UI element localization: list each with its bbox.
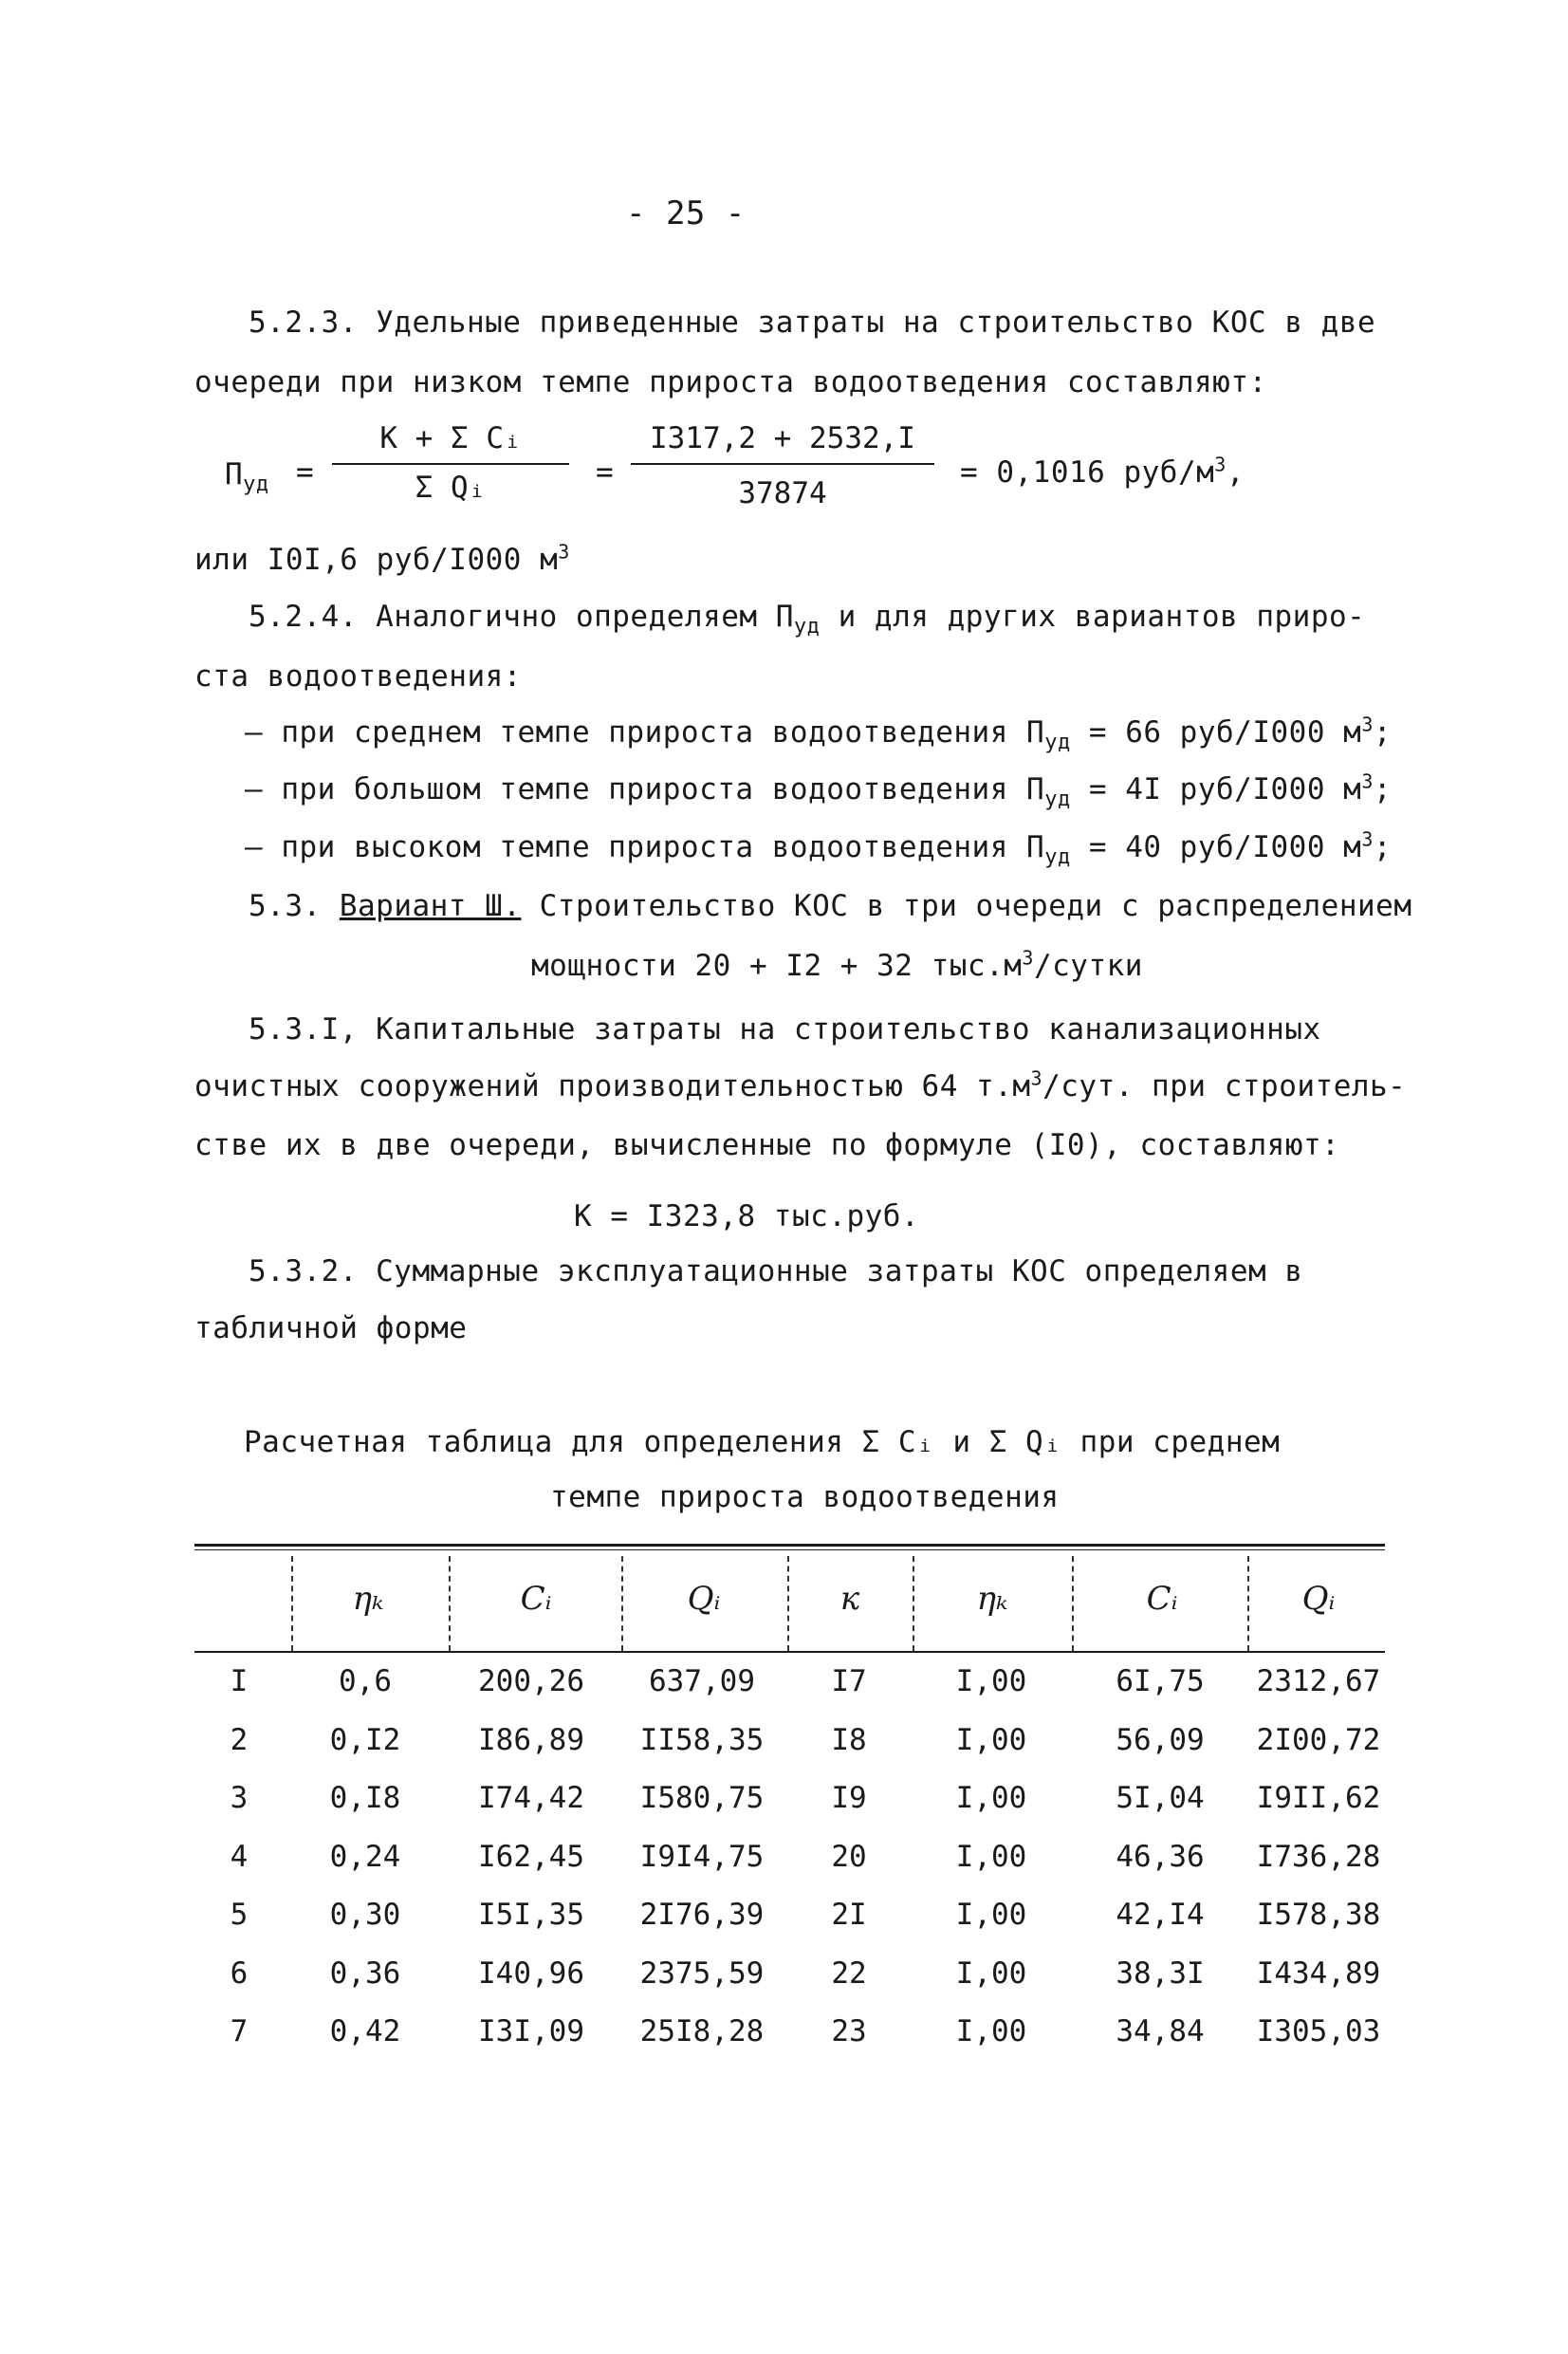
table-cell-value: 2375,59 [639, 1955, 765, 1991]
formula-result-end: , [1226, 455, 1245, 490]
section-5-3-line1 [249, 887, 1411, 925]
table-cell-value: 0,6 [339, 1664, 392, 1698]
bullet-superscript: 3 [1361, 769, 1374, 793]
table-cell-value: I86,89 [478, 1722, 584, 1757]
header-q-1: Qᵢ [687, 1580, 721, 1618]
formula-fraction-bar-2 [631, 463, 934, 465]
table-cell-value: 2I00,72 [1256, 1722, 1381, 1757]
bullet-large-rate [245, 769, 1393, 812]
section-5-3-line2-b: /сутки [1033, 949, 1143, 983]
table-top-rule [194, 1544, 1385, 1547]
table-cell-value: I578,38 [1256, 1898, 1381, 1932]
table-cell-value: I,00 [955, 1955, 1027, 1991]
header-q-2: Qᵢ [1301, 1580, 1336, 1618]
section-5-2-4-line2: ста водоотведения: [194, 659, 522, 694]
capital-cost-value: К = I323,8 тыс.руб. [574, 1199, 920, 1233]
section-5-2-4-line1-a: 5.2.4. Аналогично определяем П [249, 600, 794, 634]
table-cell-index: 3 [230, 1781, 249, 1815]
section-5-3-1-line1: 5.3.I, Капитальные затраты на строительство канализационных [249, 1012, 1321, 1047]
table-cell-index: 20 [831, 1839, 867, 1874]
table-cell-value: I9I4,75 [639, 1839, 765, 1874]
table-top-rule-thin [194, 1549, 1385, 1550]
table-cell-value: 2312,67 [1256, 1664, 1381, 1698]
table-cell-index: 4 [230, 1839, 249, 1874]
table-cell-value: 38,3I [1116, 1955, 1205, 1991]
table-cell-value: 0,I2 [329, 1722, 401, 1757]
page-number: - 25 - [626, 195, 746, 232]
table-cell-value: II58,35 [639, 1722, 765, 1757]
formula-denominator-1: Σ Qᵢ [415, 471, 487, 505]
table-caption-line2: темпе прироста водоотведения [550, 1480, 1060, 1514]
table-cell-value: I736,28 [1256, 1839, 1381, 1874]
section-5-2-4-line1 [249, 598, 1366, 639]
bullet-high-rate [245, 827, 1393, 870]
header-eta-1: ηₖ [352, 1580, 384, 1618]
table-cell-value: 0,I8 [329, 1781, 401, 1815]
table-cell-value: 200,26 [478, 1664, 584, 1698]
table-cell-index: 7 [230, 2014, 249, 2048]
table-cell-index: 6 [230, 1955, 249, 1991]
section-5-2-3-line1: 5.2.3. Удельные приведенные затраты на строительство КОС в две [249, 306, 1376, 340]
bullet-end: ; [1373, 715, 1393, 750]
formula-lhs-subscript: уд [243, 473, 269, 497]
table-cell-value: 0,30 [329, 1898, 401, 1932]
header-k: к [839, 1580, 860, 1618]
table-cell-value: 5I,04 [1116, 1781, 1205, 1815]
or-line [194, 541, 570, 579]
table-cell-value: I5I,35 [478, 1898, 584, 1932]
bullet-subscript: уд [1044, 845, 1071, 870]
section-5-3-1-line2-b: /сут. при строитель- [1042, 1069, 1407, 1103]
bullet-end: ; [1373, 772, 1393, 806]
table-cell-index: I8 [831, 1722, 867, 1757]
table-cell-index: 5 [230, 1898, 249, 1932]
section-5-2-3-line2: очереди при низком темпе прироста водоотведения составляют: [194, 365, 1267, 399]
table-cell-value: I,00 [955, 1722, 1027, 1757]
header-eta-2: ηₖ [976, 1580, 1008, 1618]
section-5-3-rest: Строительство КОС в три очереди с распределением [521, 889, 1412, 923]
bullet-superscript: 3 [1361, 827, 1374, 851]
bullet-medium-rate [245, 713, 1393, 755]
table-cell-value: I3I,09 [478, 2014, 584, 2048]
section-5-3-1-line2-a: очистных сооружений производительностью 64 т.м [194, 1069, 1031, 1103]
variant-label: Вариант Ш. [339, 889, 522, 923]
table-cell-index: 2I [831, 1898, 867, 1932]
section-5-3-superscript: 3 [1022, 946, 1034, 970]
table-cell-value: I305,03 [1256, 2014, 1381, 2048]
header-c-2: Cᵢ [1146, 1580, 1178, 1618]
table-cell-index: I7 [831, 1664, 867, 1698]
section-5-2-4-line1-b: и для других вариантов приро- [820, 600, 1366, 634]
formula-result-superscript: 3 [1214, 453, 1227, 476]
section-5-3-2-line2: табличной форме [194, 1311, 468, 1345]
table-cell-value: 56,09 [1116, 1722, 1205, 1757]
bullet-value: = 4I руб/I000 м [1070, 772, 1362, 806]
section-5-3-prefix: 5.3. [249, 889, 340, 923]
formula-lhs [225, 455, 269, 497]
section-5-3-line2 [531, 947, 1143, 985]
table-cell-value: 6I,75 [1116, 1664, 1205, 1698]
section-5-3-1-line3: стве их в две очереди, вычисленные по формуле (I0), составляют: [194, 1128, 1340, 1162]
table-cell-value: I40,96 [478, 1955, 584, 1991]
table-cell-value: I,00 [955, 1781, 1027, 1815]
bullet-value: = 66 руб/I000 м [1070, 715, 1362, 750]
formula-equals-1: = [296, 455, 315, 490]
formula-denominator-2: 37874 [738, 476, 827, 510]
section-5-3-2-line1: 5.3.2. Суммарные эксплуатационные затраты КОС определяем в [249, 1254, 1303, 1288]
bullet-subscript: уд [1044, 788, 1071, 812]
table-cell-value: I62,45 [478, 1839, 584, 1874]
table-cell-index: 23 [831, 2014, 867, 2048]
table-cell-index: I9 [831, 1781, 867, 1815]
table-cell-value: I580,75 [639, 1781, 765, 1815]
table-header-rule [194, 1651, 1385, 1653]
formula-numerator-2: I317,2 + 2532,I [650, 421, 915, 455]
table-cell-value: 0,24 [329, 1839, 401, 1874]
bullet-subscript: уд [1044, 731, 1071, 755]
table-cell-value: 42,I4 [1116, 1898, 1205, 1932]
table-cell-value: I,00 [955, 1664, 1027, 1698]
formula-numerator-1: К + Σ Cᵢ [379, 421, 522, 455]
bullet-end: ; [1373, 830, 1393, 864]
column-separator [621, 1556, 623, 1651]
or-line-superscript: 3 [558, 540, 570, 564]
table-cell-value: I74,42 [478, 1781, 584, 1815]
table-cell-value: 34,84 [1116, 2014, 1205, 2048]
column-separator [449, 1556, 451, 1651]
table-cell-index: 2 [230, 1722, 249, 1757]
table-cell-index: I [230, 1664, 249, 1698]
column-separator [291, 1556, 293, 1651]
bullet-text: – при высоком темпе прироста водоотведения П [245, 830, 1045, 864]
table-cell-value: 46,36 [1116, 1839, 1205, 1874]
formula-result-text: = 0,1016 руб/м [960, 455, 1215, 490]
formula-equals-2: = [596, 455, 615, 490]
bullet-value: = 40 руб/I000 м [1070, 830, 1362, 864]
formula-fraction-bar-1 [332, 463, 569, 465]
table-cell-value: I,00 [955, 2014, 1027, 2048]
table-cell-value: I,00 [955, 1839, 1027, 1874]
formula-result [960, 454, 1245, 491]
header-c-1: Cᵢ [520, 1580, 552, 1618]
column-separator [1247, 1556, 1249, 1651]
table-cell-value: I,00 [955, 1898, 1027, 1932]
bullet-text: – при большом темпе прироста водоотведения П [245, 772, 1045, 806]
column-separator [1072, 1556, 1074, 1651]
table-cell-value: I434,89 [1256, 1955, 1381, 1991]
table-cell-value: 0,42 [329, 2014, 401, 2048]
bullet-text: – при среднем темпе прироста водоотведения П [245, 715, 1045, 750]
table-cell-value: I9II,62 [1256, 1781, 1381, 1815]
bullet-superscript: 3 [1361, 713, 1374, 736]
table-cell-value: 637,09 [649, 1664, 755, 1698]
section-5-3-line2-a: мощности 20 + I2 + 32 тыс.м [531, 949, 1023, 983]
section-5-2-4-subscript: уд [793, 615, 821, 639]
table-caption-line1: Расчетная таблица для определения Σ Cᵢ и Σ Qᵢ при среднем [244, 1425, 1281, 1459]
table-cell-value: 2I76,39 [639, 1898, 765, 1932]
table-cell-value: 25I8,28 [639, 2014, 765, 2048]
formula-lhs-symbol: П [225, 457, 244, 491]
table-cell-index: 22 [831, 1955, 867, 1991]
section-5-3-1-line2 [194, 1067, 1406, 1105]
or-line-text: или I0I,6 руб/I000 м [194, 543, 559, 577]
section-5-3-1-superscript: 3 [1030, 1066, 1043, 1090]
table-cell-value: 0,36 [329, 1955, 401, 1991]
